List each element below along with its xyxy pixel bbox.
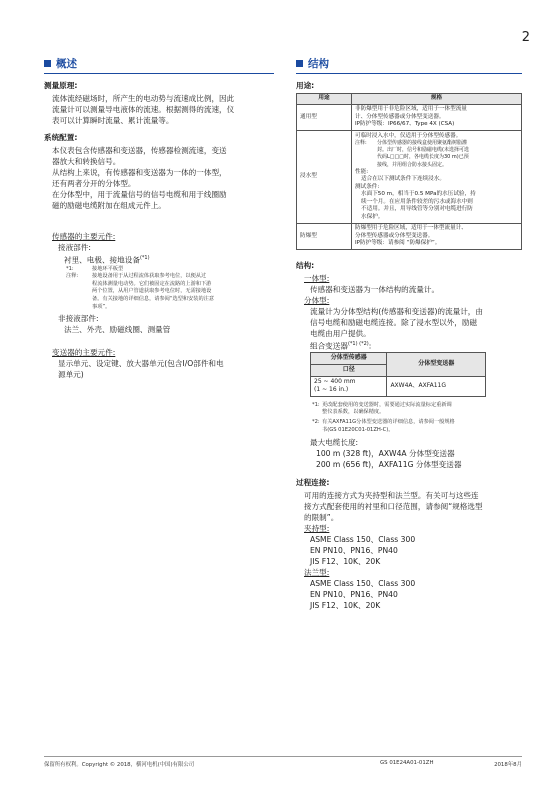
document-id: GS 01E24A01-01ZH [380,760,434,766]
transmitter-line: 源单元) [58,370,84,380]
connection-line: 的限制”。 [304,513,339,523]
note-grounding: 注释: 接地设备用于从过程流体获取参考电位，以便从过 程流体测量电动势。它们被固定在流路的上游和下游 两个位置，从用户管道获取参考电位时，无需接地设 备。有关接地的详细信息，请参阅“选型和安装的注意 事项”。 [66,273,215,310]
wetted-parts-items: 衬里、电极、接地设备$^{(*1)}$ [64,255,150,265]
config-line: 从结构上来说，有传感器和变送器为一体的一体型， [52,168,227,177]
document-date: 2018年8月 [494,762,522,768]
use-heading: 用途: [296,81,315,90]
max-cable-length-line: 200 m (656 ft)，AXFA11G 分体型变送器 [316,460,462,470]
principle-line: 表可以计算瞬时流量、累计流量等。 [52,116,174,125]
remote-label: 分体型: [304,296,330,306]
structure-section-title: 结构 [296,56,522,74]
principle-line: 流量计可以测量导电液体的流速。根据测得的流速，仪 [52,105,235,114]
config-line: 还有两者分开的分体型。 [52,179,136,188]
note-1: *1: 接地环平板型 [66,265,124,272]
table-row: 25 ~ 400 mm (1 ~ 16 in.) AXW4A、AXFA11G [311,376,486,396]
wafer-line: EN PN10、PN16、PN40 [310,546,398,556]
config-line: 磁的励磁电缆附加在组成元件上。 [52,201,166,210]
transmitter-line: 显示单元、设定键、放大器单元(包含I/O部件和电 [58,359,224,369]
table-row: 浸水型 可临时浸入水中，仅适用于分体型传感器。 注释: 分体型传感器的接线盒使用聚氨酯树脂灌 封。出厂时，信号和励磁电缆(未选择可选 代码L□□□时，各电缆长度为30 m)已预 接线，并用组合防水接头固定。 性能: 适合在以下测试条件下连续浸水。 测试条件: 水面下50 m，相当于0.5 MPa的水压试验，持 续一个月。在应用条件较差的污水或海水中则 不适用。并且，用导线管等分别对电缆进行防 水保护。 [297,131,522,224]
footnote-2: *2: 有关AXFA11G分体型变送器的详细信息，请参阅一般规格 书(GS 01E20C01-01ZH-C)。 [312,419,455,433]
structure-column [296,56,522,611]
remote-line: 流量计为分体型结构(传感器和变送器)的流量计，由 [310,307,483,317]
config-line: 器放大和转换信号。 [52,157,121,166]
remote-line: 信号电缆和励磁电缆连接。除了浸水型以外，励磁 [310,318,478,328]
integral-text: 传感器和变送器为一体结构的流量计。 [310,285,440,295]
flange-line: JIS F12、10K、20K [310,601,381,611]
table-header: 分体型传感器 [311,352,387,364]
combo-label: 组合变送器$^{(*1) (*2)}$: [310,341,372,351]
flange-line: EN PN10、PN16、PN40 [310,590,398,600]
integral-label: 一体型: [304,274,330,284]
config-heading: 系统配置: [44,133,78,142]
page-footer [44,756,522,768]
square-bullet-icon [296,60,303,67]
nonwetted-parts-items: 法兰、外壳、励磁线圈、测量管 [64,325,171,335]
use-spec-table [296,93,522,250]
sensor-main-components: 传感器的主要元件: [52,232,116,241]
wetted-parts-label: 接液部件: [58,243,91,252]
flange-line: ASME Class 150、Class 300 [310,579,416,589]
combination-table [310,352,486,397]
wafer-label: 夹持型: [304,524,330,534]
max-cable-length-label: 最大电缆长度: [310,438,359,448]
nonwetted-parts-label: 非接液部件: [58,314,99,324]
transmitter-main-components: 变送器的主要元件: [52,348,116,358]
config-line: 在分体型中，用于流量信号的信号电缆和用于线圈励 [52,190,227,199]
connection-line: 可用的连接方式为夹持型和法兰型。有关可与这些连 [304,491,479,501]
principle-heading: 测量原理: [44,81,78,90]
table-header: 规格 [352,94,522,105]
footnote-1: *1: 更改配套使用的变送器时，需要通过实际流量标定重新调 整仪表系数，以确保精度。 [312,401,452,416]
table-row: 防爆型 防爆型用于危险区域，适用于一体型流量计、 分体型传感器或分体型变送器。 IP防护等级：请参阅 “防爆保护”。 [297,223,522,250]
overview-column [44,56,274,380]
structure-heading: 结构: [296,261,315,271]
max-cable-length-line: 100 m (328 ft)，AXW4A 分体型变送器 [316,449,455,459]
table-header: 用途 [297,94,352,105]
copyright-text: 保留所有权利。Copyright © 2018，横河电机(中国)有限公司 [44,762,195,768]
table-row: 通用型 非防爆型用于非危险区域，适用于一体型流量 计、分体型传感器或分体型变送器。 IP防护等级：IP66/67、Type 4X (CSA) [297,104,522,131]
remote-line: 电缆由用户提供。 [310,329,371,339]
overview-section-title: 概述 [44,56,274,74]
flange-label: 法兰型: [304,568,330,578]
table-header: 口径 [311,364,387,376]
principle-line: 流体流经磁场时，所产生的电动势与流速成比例，因此 [52,94,235,103]
table-header: 分体型变送器 [387,352,486,376]
process-connection-heading: 过程连接: [296,478,330,488]
square-bullet-icon [44,60,51,67]
page-number: 2 [521,30,530,45]
wafer-line: ASME Class 150、Class 300 [310,535,416,545]
connection-line: 接方式配套使用的衬里和口径范围，请参阅“规格选型 [304,502,483,512]
wafer-line: JIS F12、10K、20K [310,557,381,567]
config-line: 本仪表包含传感器和变送器，传感器检测流速，变送 [52,146,227,155]
